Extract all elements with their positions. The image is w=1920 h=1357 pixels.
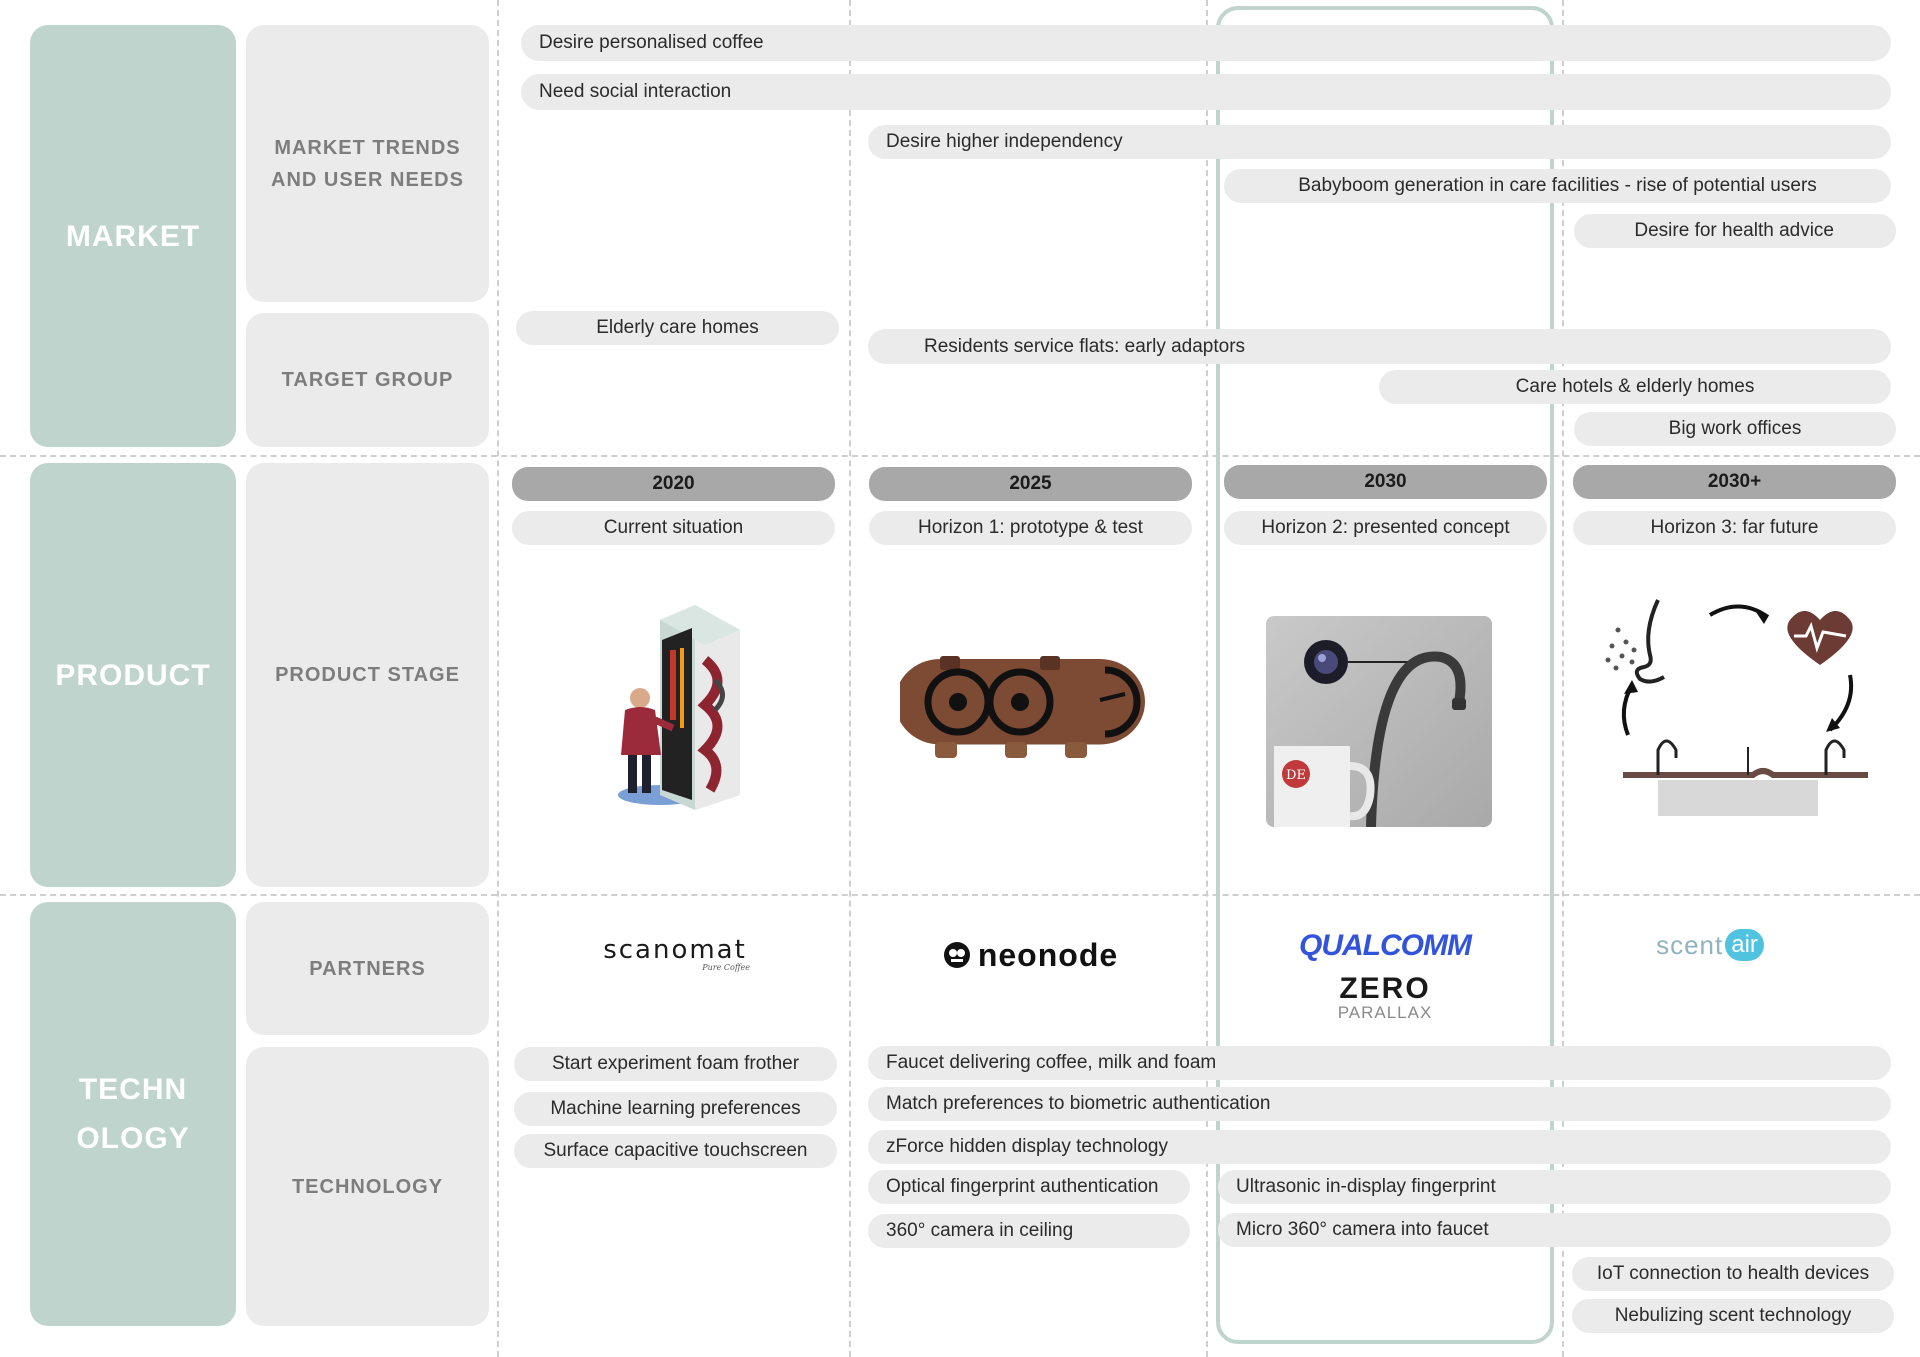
column-divider-1 [497, 0, 499, 1357]
technology-pill: 360° camera in ceiling [868, 1214, 1190, 1248]
target-group-pill: Elderly care homes [516, 311, 839, 345]
trend-pill: Desire for health advice [1574, 214, 1896, 248]
section-product: PRODUCT [30, 463, 236, 887]
year-pill-2030-plus: 2030+ [1573, 465, 1896, 499]
technology-pill: Surface capacitive touchscreen [514, 1134, 837, 1168]
sub-target-group: TARGET GROUP [246, 313, 489, 447]
target-group-pill: Residents service flats: early adaptors [868, 329, 1891, 364]
sub-partners: PARTNERS [246, 902, 489, 1035]
trend-pill: Desire personalised coffee [521, 25, 1891, 61]
wooden-prototype-image [900, 650, 1160, 760]
trend-pill: Need social interaction [521, 74, 1891, 110]
technology-pill: Ultrasonic in-display fingerprint [1218, 1170, 1891, 1204]
partner-logo-qualcomm: QUALCOMM [1299, 929, 1471, 962]
column-divider-2 [849, 0, 851, 1357]
sub-technology: TECHNOLOGY [246, 1047, 489, 1326]
technology-pill: Micro 360° camera into faucet [1218, 1213, 1891, 1247]
sink-faucet-icon [1623, 741, 1868, 816]
nose-scent-icon [1606, 600, 1665, 682]
section-technology: TECHN OLOGY [30, 902, 236, 1326]
technology-pill: Nebulizing scent technology [1572, 1299, 1894, 1333]
faucet-concept-photo [1266, 616, 1492, 827]
partner-logo-zero-parallax: ZERO PARALLAX [1337, 972, 1433, 1022]
partner-logo-neonode: neonode [910, 930, 1150, 980]
horizon-pill: Horizon 1: prototype & test [869, 511, 1192, 545]
technology-pill: Match preferences to biometric authentication [868, 1087, 1891, 1121]
horizon-pill: Horizon 3: far future [1573, 511, 1896, 545]
partner-logo-scanomat: scanomat Pure Coffee [603, 935, 750, 972]
health-cycle-illustration [1598, 590, 1868, 820]
year-pill-2020: 2020 [512, 467, 835, 501]
horizon-pill: Horizon 2: presented concept [1224, 511, 1547, 545]
technology-pill: Machine learning preferences [514, 1092, 837, 1126]
sub-market-trends: MARKET TRENDS AND USER NEEDS [246, 25, 489, 302]
neonode-mark-icon [942, 940, 972, 970]
target-group-pill: Care hotels & elderly homes [1379, 370, 1891, 404]
technology-pill: Start experiment foam frother [514, 1047, 837, 1081]
row-divider-2 [0, 894, 1920, 896]
partner-logo-scentair: scent air [1600, 920, 1820, 970]
vending-machine-illustration [600, 600, 760, 810]
row-divider-1 [0, 455, 1920, 457]
de-mug-logo: DE [1286, 768, 1306, 783]
year-pill-2025: 2025 [869, 467, 1192, 501]
year-pill-2030: 2030 [1224, 465, 1547, 499]
technology-pill: IoT connection to health devices [1572, 1257, 1894, 1291]
technology-pill: Optical fingerprint authentication [868, 1170, 1190, 1204]
section-market: MARKET [30, 25, 236, 447]
technology-pill: zForce hidden display technology [868, 1130, 1891, 1164]
technology-pill: Faucet delivering coffee, milk and foam [868, 1046, 1891, 1080]
sub-product-stage: PRODUCT STAGE [246, 463, 489, 887]
trend-pill: Babyboom generation in care facilities - rise of potential users [1224, 169, 1891, 203]
target-group-pill: Big work offices [1574, 412, 1896, 446]
trend-pill: Desire higher independency [868, 125, 1891, 159]
horizon-pill: Current situation [512, 511, 835, 545]
